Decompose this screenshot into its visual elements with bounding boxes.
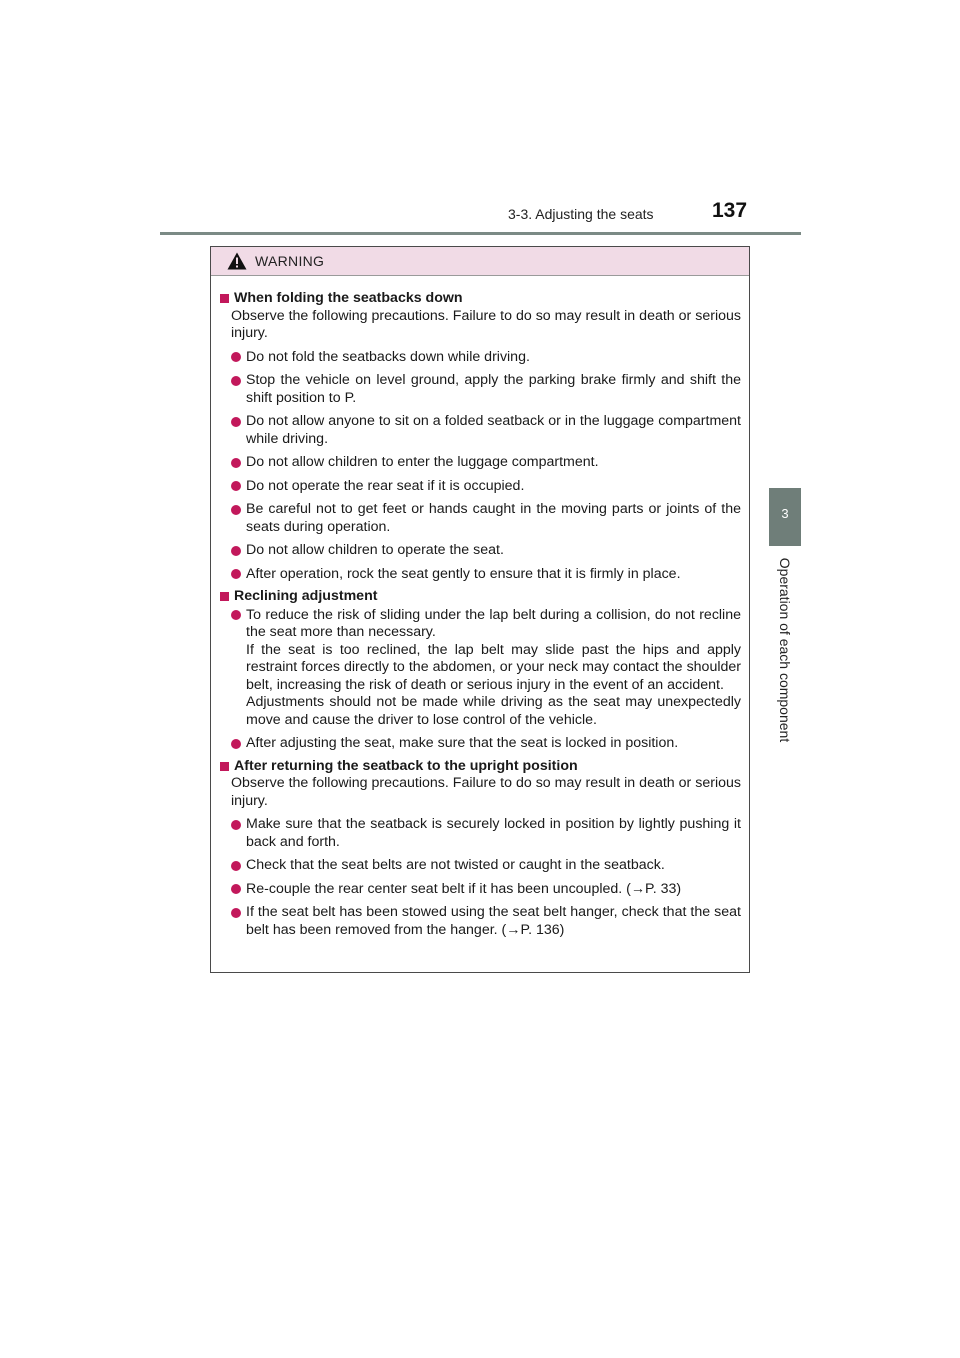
round-bullet-icon <box>231 739 241 749</box>
section-title <box>220 758 741 776</box>
round-bullet-icon <box>231 908 241 918</box>
list-item-paragraph: Check that the seat belts are not twisted or caught in the seatback. <box>246 857 665 873</box>
round-bullet-icon <box>231 820 241 830</box>
list-item-paragraph: Do not fold the seatbacks down while driving. <box>246 348 530 365</box>
list-item-paragraph: Do not operate the rear seat if it is occupied. <box>246 477 525 494</box>
list-item-paragraph: Re-couple the rear center seat belt if it has been uncoupled. (→P. 33) <box>246 880 682 897</box>
round-bullet-icon <box>231 458 241 468</box>
list-item-paragraph: Do not allow children to operate the seat. <box>246 542 504 558</box>
square-bullet-icon <box>220 762 229 771</box>
list-item-text <box>246 349 741 367</box>
bullet-list <box>220 607 741 753</box>
warning-triangle-icon <box>227 252 247 275</box>
chapter-side-label: Operation of each component <box>777 557 793 743</box>
list-item <box>220 349 741 367</box>
list-item-text <box>246 816 741 851</box>
round-bullet-icon <box>231 417 241 427</box>
list-item <box>220 735 741 753</box>
section-title-text: After returning the seatback to the upright position <box>234 757 578 774</box>
header-section-title: 3-3. Adjusting the seats <box>508 206 654 222</box>
list-item-text <box>246 454 741 472</box>
warning-body <box>211 276 749 939</box>
list-item-paragraph: To reduce the risk of sliding under the lap belt during a collision, do not recline the seat more than necessary. <box>246 606 741 640</box>
list-item-paragraph: Do not allow children to enter the luggage compartment. <box>246 454 599 470</box>
page-number: 137 <box>712 199 748 222</box>
bullet-list <box>220 816 741 939</box>
list-item-paragraph: If the seat belt has been stowed using the seat belt hanger, check that the seat belt has been removed from the hanger. (→P. 136) <box>246 904 741 938</box>
section-intro: Observe the following precautions. Failure to do so may result in death or serious injury. <box>231 775 741 809</box>
square-bullet-icon <box>220 294 229 303</box>
list-item-paragraph: After operation, rock the seat gently to ensure that it is firmly in place. <box>246 565 681 582</box>
round-bullet-icon <box>231 884 241 894</box>
list-item-text <box>246 857 741 875</box>
list-item-paragraph: Make sure that the seatback is securely locked in position by lightly pushing it back and forth. <box>246 816 741 850</box>
list-item-text <box>246 372 741 407</box>
list-item-paragraph: If the seat is too reclined, the lap belt may slide past the hips and apply restraint forces directly to the abdomen, or your neck may contact the shoulder belt, increasing the risk of death or serious injury in the event of an accident. <box>246 641 741 693</box>
warning-section <box>220 588 741 753</box>
bullet-list <box>220 349 741 584</box>
round-bullet-icon <box>231 376 241 386</box>
round-bullet-icon <box>231 569 241 579</box>
list-item <box>220 542 741 560</box>
list-item <box>220 607 741 730</box>
list-item <box>220 857 741 875</box>
list-item-text <box>246 478 741 496</box>
warning-header <box>211 247 749 276</box>
list-item-text <box>246 413 741 448</box>
warning-box <box>210 246 750 973</box>
list-item-text <box>246 566 741 584</box>
list-item-paragraph: After adjusting the seat, make sure that the seat is locked in position. <box>246 735 679 751</box>
section-title <box>220 588 741 606</box>
list-item <box>220 816 741 851</box>
section-title <box>220 290 741 308</box>
list-item-text <box>246 735 741 753</box>
section-title-text: Reclining adjustment <box>234 588 378 604</box>
chapter-tab-number: 3 <box>781 506 789 521</box>
round-bullet-icon <box>231 352 241 362</box>
list-item-text <box>246 542 741 560</box>
list-item-paragraph: Adjustments should not be made while driving as the seat may unexpectedly move and cause the driver to lose control of the vehicle. <box>246 694 741 728</box>
round-bullet-icon <box>231 481 241 491</box>
square-bullet-icon <box>220 592 229 601</box>
list-item-text <box>246 881 741 899</box>
list-item <box>220 478 741 496</box>
list-item-paragraph: Do not allow anyone to sit on a folded seatback or in the luggage compartment while driving. <box>246 413 741 447</box>
warning-section <box>220 290 741 583</box>
list-item <box>220 904 741 939</box>
list-item-paragraph: Stop the vehicle on level ground, apply the parking brake firmly and shift the shift position to P. <box>246 372 741 406</box>
list-item-paragraph: Be careful not to get feet or hands caught in the moving parts or joints of the seats during operation. <box>246 501 741 535</box>
warning-section <box>220 758 741 940</box>
list-item <box>220 501 741 536</box>
round-bullet-icon <box>231 610 241 620</box>
list-item <box>220 372 741 407</box>
round-bullet-icon <box>231 546 241 556</box>
list-item-text <box>246 904 741 939</box>
round-bullet-icon <box>231 861 241 871</box>
list-item <box>220 566 741 584</box>
list-item-text <box>246 607 741 730</box>
section-intro: Observe the following precautions. Failure to do so may result in death or serious injury. <box>231 307 741 341</box>
section-title-text: When folding the seatbacks down <box>234 290 463 306</box>
warning-title: WARNING <box>255 253 325 269</box>
list-item-text <box>246 501 741 536</box>
list-item <box>220 413 741 448</box>
chapter-tab <box>769 488 801 546</box>
round-bullet-icon <box>231 505 241 515</box>
list-item <box>220 881 741 899</box>
list-item <box>220 454 741 472</box>
header-rule <box>160 232 801 235</box>
